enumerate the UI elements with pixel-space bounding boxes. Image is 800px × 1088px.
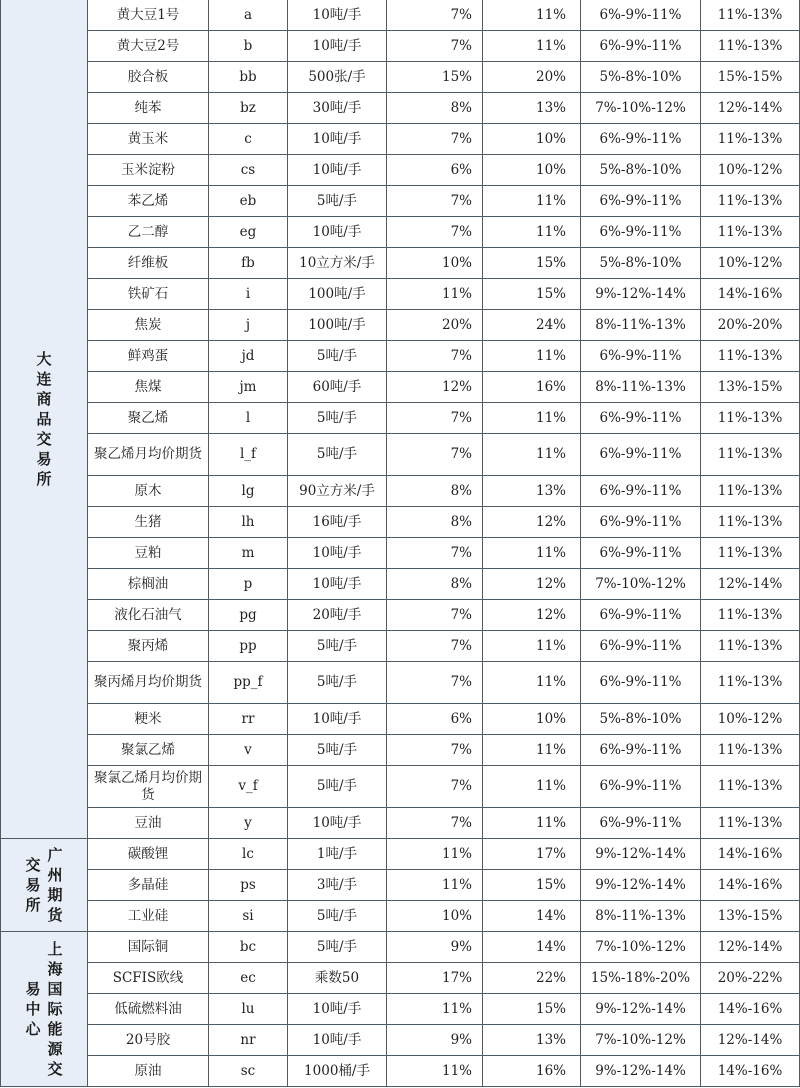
company-margin-cell: 22%: [483, 963, 581, 994]
margin-range-cell: 11%-13%: [701, 507, 800, 538]
product-name-cell: 聚丙烯月均价期货: [88, 662, 209, 704]
company-margin-cell: 11%: [483, 0, 581, 31]
price-limit-range-cell: 7%-10%-12%: [581, 932, 701, 963]
exchange-margin-cell: 6%: [387, 155, 483, 186]
exchange-name-text: 易中心: [25, 980, 41, 1038]
product-name-cell: 纤维板: [88, 248, 209, 279]
product-code-cell: cs: [209, 155, 288, 186]
price-limit-range-cell: 8%-11%-13%: [581, 310, 701, 341]
product-code-cell: nr: [209, 1025, 288, 1056]
company-margin-cell: 11%: [483, 186, 581, 217]
product-code-cell: p: [209, 569, 288, 600]
trading-unit-cell: 乘数50: [288, 963, 387, 994]
trading-unit-cell: 10吨/手: [288, 217, 387, 248]
company-margin-cell: 10%: [483, 155, 581, 186]
product-code-cell: l_f: [209, 434, 288, 476]
company-margin-cell: 13%: [483, 1025, 581, 1056]
trading-unit-cell: 3吨/手: [288, 870, 387, 901]
product-code-cell: bz: [209, 93, 288, 124]
table-row: [1, 507, 800, 538]
exchange-margin-cell: 12%: [387, 372, 483, 403]
product-name-cell: 原油: [88, 1056, 209, 1087]
exchange-margin-cell: 7%: [387, 662, 483, 704]
product-name-cell: 低硫燃料油: [88, 994, 209, 1025]
company-margin-cell: 13%: [483, 93, 581, 124]
product-name-cell: 胶合板: [88, 62, 209, 93]
product-code-cell: jd: [209, 341, 288, 372]
company-margin-cell: 10%: [483, 124, 581, 155]
company-margin-cell: 15%: [483, 279, 581, 310]
price-limit-range-cell: 6%-9%-11%: [581, 217, 701, 248]
company-margin-cell: 16%: [483, 372, 581, 403]
product-name-cell: 工业硅: [88, 901, 209, 932]
exchange-name-text: 广州期货: [47, 846, 63, 924]
table-row: [1, 372, 800, 403]
product-name-cell: 聚乙烯: [88, 403, 209, 434]
product-name-cell: 玉米淀粉: [88, 155, 209, 186]
exchange-margin-cell: 7%: [387, 0, 483, 31]
trading-unit-cell: 90立方米/手: [288, 476, 387, 507]
product-name-cell: 聚氯乙烯月均价期货: [88, 766, 209, 808]
company-margin-cell: 11%: [483, 808, 581, 839]
product-code-cell: lu: [209, 994, 288, 1025]
trading-unit-cell: 5吨/手: [288, 403, 387, 434]
product-code-cell: v_f: [209, 766, 288, 808]
product-code-cell: eg: [209, 217, 288, 248]
table-row: [1, 310, 800, 341]
trading-unit-cell: 10吨/手: [288, 31, 387, 62]
price-limit-range-cell: 6%-9%-11%: [581, 476, 701, 507]
product-name-cell: 聚乙烯月均价期货: [88, 434, 209, 476]
exchange-name-text: 大连商品交易所: [36, 350, 52, 488]
exchange-margin-cell: 7%: [387, 766, 483, 808]
margin-range-cell: 12%-14%: [701, 1025, 800, 1056]
margin-range-cell: 11%-13%: [701, 124, 800, 155]
product-code-cell: lc: [209, 839, 288, 870]
trading-unit-cell: 10吨/手: [288, 569, 387, 600]
table-row: [1, 403, 800, 434]
price-limit-range-cell: 6%-9%-11%: [581, 662, 701, 704]
company-margin-cell: 12%: [483, 507, 581, 538]
trading-unit-cell: 10吨/手: [288, 1025, 387, 1056]
product-name-cell: SCFIS欧线: [88, 963, 209, 994]
margin-range-cell: 14%-16%: [701, 279, 800, 310]
company-margin-cell: 11%: [483, 217, 581, 248]
table-row: [1, 186, 800, 217]
price-limit-range-cell: 5%-8%-10%: [581, 704, 701, 735]
exchange-margin-cell: 7%: [387, 735, 483, 766]
price-limit-range-cell: 6%-9%-11%: [581, 600, 701, 631]
product-name-cell: 多晶硅: [88, 870, 209, 901]
exchange-margin-cell: 8%: [387, 476, 483, 507]
product-code-cell: pg: [209, 600, 288, 631]
product-name-cell: 黄大豆1号: [88, 0, 209, 31]
price-limit-range-cell: 6%-9%-11%: [581, 31, 701, 62]
company-margin-cell: 11%: [483, 538, 581, 569]
company-margin-cell: 11%: [483, 403, 581, 434]
margin-range-cell: 11%-13%: [701, 31, 800, 62]
margin-range-cell: 14%-16%: [701, 1056, 800, 1087]
company-margin-cell: 17%: [483, 839, 581, 870]
margin-range-cell: 11%-13%: [701, 434, 800, 476]
margin-range-cell: 11%-13%: [701, 600, 800, 631]
company-margin-cell: 15%: [483, 994, 581, 1025]
trading-unit-cell: 5吨/手: [288, 735, 387, 766]
product-name-cell: 苯乙烯: [88, 186, 209, 217]
margin-range-cell: 12%-14%: [701, 569, 800, 600]
price-limit-range-cell: 6%-9%-11%: [581, 124, 701, 155]
table-row: [1, 31, 800, 62]
product-code-cell: j: [209, 310, 288, 341]
margin-range-cell: 11%-13%: [701, 341, 800, 372]
margin-range-cell: 13%-15%: [701, 372, 800, 403]
trading-unit-cell: 60吨/手: [288, 372, 387, 403]
exchange-margin-cell: 7%: [387, 31, 483, 62]
company-margin-cell: 16%: [483, 1056, 581, 1087]
exchange-margin-cell: 7%: [387, 538, 483, 569]
price-limit-range-cell: 6%-9%-11%: [581, 766, 701, 808]
company-margin-cell: 24%: [483, 310, 581, 341]
exchange-margin-cell: 7%: [387, 217, 483, 248]
trading-unit-cell: 5吨/手: [288, 186, 387, 217]
price-limit-range-cell: 8%-11%-13%: [581, 901, 701, 932]
table-row: [1, 766, 800, 808]
table-row: [1, 662, 800, 704]
table-row: [1, 93, 800, 124]
margin-range-cell: 11%-13%: [701, 0, 800, 31]
product-code-cell: lh: [209, 507, 288, 538]
company-margin-cell: 11%: [483, 341, 581, 372]
margin-range-cell: 11%-13%: [701, 662, 800, 704]
product-code-cell: fb: [209, 248, 288, 279]
exchange-margin-cell: 20%: [387, 310, 483, 341]
margin-range-cell: 13%-15%: [701, 901, 800, 932]
product-name-cell: 液化石油气: [88, 600, 209, 631]
price-limit-range-cell: 9%-12%-14%: [581, 870, 701, 901]
margin-range-cell: 14%-16%: [701, 870, 800, 901]
margin-range-cell: 11%-13%: [701, 186, 800, 217]
exchange-margin-cell: 8%: [387, 569, 483, 600]
product-code-cell: jm: [209, 372, 288, 403]
trading-unit-cell: 10吨/手: [288, 0, 387, 31]
margin-range-cell: 11%-13%: [701, 403, 800, 434]
company-margin-cell: 15%: [483, 870, 581, 901]
margin-range-cell: 15%-15%: [701, 62, 800, 93]
exchange-name-cell: [1, 839, 88, 932]
margin-range-cell: 11%-13%: [701, 538, 800, 569]
margin-range-cell: 20%-20%: [701, 310, 800, 341]
product-code-cell: si: [209, 901, 288, 932]
product-code-cell: l: [209, 403, 288, 434]
margin-range-cell: 12%-14%: [701, 93, 800, 124]
product-name-cell: 豆粕: [88, 538, 209, 569]
company-margin-cell: 11%: [483, 434, 581, 476]
exchange-margin-cell: 6%: [387, 704, 483, 735]
margin-range-cell: 12%-14%: [701, 932, 800, 963]
table-row: [1, 1056, 800, 1087]
product-name-cell: 国际铜: [88, 932, 209, 963]
table-row: [1, 994, 800, 1025]
product-name-cell: 聚丙烯: [88, 631, 209, 662]
exchange-margin-cell: 7%: [387, 434, 483, 476]
product-code-cell: bc: [209, 932, 288, 963]
product-name-cell: 纯苯: [88, 93, 209, 124]
price-limit-range-cell: 5%-8%-10%: [581, 248, 701, 279]
table-row: [1, 735, 800, 766]
price-limit-range-cell: 9%-12%-14%: [581, 1056, 701, 1087]
product-name-cell: 黄大豆2号: [88, 31, 209, 62]
margin-range-cell: 11%-13%: [701, 217, 800, 248]
product-code-cell: m: [209, 538, 288, 569]
price-limit-range-cell: 9%-12%-14%: [581, 279, 701, 310]
exchange-margin-cell: 8%: [387, 93, 483, 124]
product-name-cell: 碳酸锂: [88, 839, 209, 870]
product-name-cell: 焦煤: [88, 372, 209, 403]
trading-unit-cell: 16吨/手: [288, 507, 387, 538]
company-margin-cell: 11%: [483, 631, 581, 662]
margin-range-cell: 11%-13%: [701, 766, 800, 808]
product-code-cell: lg: [209, 476, 288, 507]
exchange-margin-cell: 7%: [387, 631, 483, 662]
product-name-cell: 棕榈油: [88, 569, 209, 600]
product-name-cell: 20号胶: [88, 1025, 209, 1056]
table-row: [1, 963, 800, 994]
price-limit-range-cell: 6%-9%-11%: [581, 341, 701, 372]
price-limit-range-cell: 6%-9%-11%: [581, 0, 701, 31]
product-code-cell: sc: [209, 1056, 288, 1087]
exchange-margin-cell: 7%: [387, 124, 483, 155]
product-code-cell: i: [209, 279, 288, 310]
exchange-margin-cell: 11%: [387, 994, 483, 1025]
price-limit-range-cell: 7%-10%-12%: [581, 1025, 701, 1056]
margin-range-cell: 20%-22%: [701, 963, 800, 994]
table-row: [1, 279, 800, 310]
table-body: [1, 0, 800, 1087]
price-limit-range-cell: 6%-9%-11%: [581, 808, 701, 839]
exchange-margin-cell: 7%: [387, 341, 483, 372]
product-code-cell: bb: [209, 62, 288, 93]
trading-unit-cell: 5吨/手: [288, 766, 387, 808]
price-limit-range-cell: 15%-18%-20%: [581, 963, 701, 994]
price-limit-range-cell: 8%-11%-13%: [581, 372, 701, 403]
product-name-cell: 铁矿石: [88, 279, 209, 310]
trading-unit-cell: 5吨/手: [288, 434, 387, 476]
exchange-margin-cell: 7%: [387, 600, 483, 631]
price-limit-range-cell: 6%-9%-11%: [581, 507, 701, 538]
trading-unit-cell: 10吨/手: [288, 704, 387, 735]
company-margin-cell: 20%: [483, 62, 581, 93]
product-name-cell: 聚氯乙烯: [88, 735, 209, 766]
exchange-margin-cell: 11%: [387, 870, 483, 901]
price-limit-range-cell: 6%-9%-11%: [581, 403, 701, 434]
exchange-margin-cell: 10%: [387, 901, 483, 932]
trading-unit-cell: 5吨/手: [288, 901, 387, 932]
product-name-cell: 焦炭: [88, 310, 209, 341]
product-code-cell: a: [209, 0, 288, 31]
margin-range-cell: 10%-12%: [701, 248, 800, 279]
company-margin-cell: 11%: [483, 735, 581, 766]
company-margin-cell: 14%: [483, 932, 581, 963]
table-row: [1, 839, 800, 870]
trading-unit-cell: 5吨/手: [288, 631, 387, 662]
exchange-margin-cell: 7%: [387, 808, 483, 839]
table-row: [1, 870, 800, 901]
margin-range-cell: 11%-13%: [701, 631, 800, 662]
price-limit-range-cell: 5%-8%-10%: [581, 62, 701, 93]
trading-unit-cell: 100吨/手: [288, 279, 387, 310]
product-code-cell: y: [209, 808, 288, 839]
product-name-cell: 黄玉米: [88, 124, 209, 155]
exchange-margin-cell: 8%: [387, 507, 483, 538]
margin-range-cell: 11%-13%: [701, 808, 800, 839]
company-margin-cell: 12%: [483, 569, 581, 600]
price-limit-range-cell: 7%-10%-12%: [581, 93, 701, 124]
trading-unit-cell: 1000桶/手: [288, 1056, 387, 1087]
trading-unit-cell: 10吨/手: [288, 124, 387, 155]
table-row: [1, 808, 800, 839]
product-code-cell: pp: [209, 631, 288, 662]
table-row: [1, 600, 800, 631]
price-limit-range-cell: 9%-12%-14%: [581, 839, 701, 870]
table-row: [1, 631, 800, 662]
price-limit-range-cell: 6%-9%-11%: [581, 735, 701, 766]
exchange-margin-cell: 9%: [387, 1025, 483, 1056]
company-margin-cell: 13%: [483, 476, 581, 507]
product-code-cell: eb: [209, 186, 288, 217]
trading-unit-cell: 10吨/手: [288, 808, 387, 839]
table-row: [1, 476, 800, 507]
company-margin-cell: 10%: [483, 704, 581, 735]
product-code-cell: rr: [209, 704, 288, 735]
table-row: [1, 155, 800, 186]
company-margin-cell: 15%: [483, 248, 581, 279]
table-row: [1, 1025, 800, 1056]
product-code-cell: b: [209, 31, 288, 62]
table-row: [1, 217, 800, 248]
exchange-margin-cell: 7%: [387, 403, 483, 434]
trading-unit-cell: 10立方米/手: [288, 248, 387, 279]
company-margin-cell: 11%: [483, 31, 581, 62]
trading-unit-cell: 10吨/手: [288, 155, 387, 186]
table-row: [1, 434, 800, 476]
price-limit-range-cell: 6%-9%-11%: [581, 631, 701, 662]
margin-range-cell: 10%-12%: [701, 155, 800, 186]
exchange-margin-cell: 11%: [387, 839, 483, 870]
product-code-cell: ps: [209, 870, 288, 901]
margin-range-cell: 10%-12%: [701, 704, 800, 735]
table-row: [1, 341, 800, 372]
margin-range-cell: 11%-13%: [701, 735, 800, 766]
product-code-cell: c: [209, 124, 288, 155]
company-margin-cell: 12%: [483, 600, 581, 631]
company-margin-cell: 11%: [483, 662, 581, 704]
trading-unit-cell: 20吨/手: [288, 600, 387, 631]
trading-unit-cell: 5吨/手: [288, 932, 387, 963]
table-row: [1, 704, 800, 735]
table-row: [1, 124, 800, 155]
exchange-margin-cell: 7%: [387, 186, 483, 217]
exchange-margin-cell: 11%: [387, 279, 483, 310]
product-name-cell: 粳米: [88, 704, 209, 735]
trading-unit-cell: 10吨/手: [288, 538, 387, 569]
trading-unit-cell: 100吨/手: [288, 310, 387, 341]
price-limit-range-cell: 6%-9%-11%: [581, 434, 701, 476]
exchange-name-cell: [1, 932, 88, 1087]
exchange-margin-cell: 9%: [387, 932, 483, 963]
trading-unit-cell: 5吨/手: [288, 662, 387, 704]
price-limit-range-cell: 6%-9%-11%: [581, 538, 701, 569]
table-row: [1, 248, 800, 279]
exchange-margin-cell: 11%: [387, 1056, 483, 1087]
product-code-cell: ec: [209, 963, 288, 994]
table-row: [1, 538, 800, 569]
margin-range-cell: 14%-16%: [701, 994, 800, 1025]
trading-unit-cell: 500张/手: [288, 62, 387, 93]
product-name-cell: 鲜鸡蛋: [88, 341, 209, 372]
product-name-cell: 豆油: [88, 808, 209, 839]
table-row: [1, 932, 800, 963]
price-limit-range-cell: 9%-12%-14%: [581, 994, 701, 1025]
trading-unit-cell: 1吨/手: [288, 839, 387, 870]
margin-range-cell: 11%-13%: [701, 476, 800, 507]
product-name-cell: 原木: [88, 476, 209, 507]
company-margin-cell: 11%: [483, 766, 581, 808]
exchange-name-cell: [1, 0, 88, 839]
exchange-name-text: 交易所: [25, 856, 41, 914]
table-row: [1, 569, 800, 600]
trading-unit-cell: 5吨/手: [288, 341, 387, 372]
company-margin-cell: 14%: [483, 901, 581, 932]
exchange-margin-cell: 10%: [387, 248, 483, 279]
price-limit-range-cell: 7%-10%-12%: [581, 569, 701, 600]
trading-unit-cell: 30吨/手: [288, 93, 387, 124]
price-limit-range-cell: 5%-8%-10%: [581, 155, 701, 186]
product-name-cell: 生猪: [88, 507, 209, 538]
table-row: [1, 901, 800, 932]
table-row: [1, 62, 800, 93]
trading-unit-cell: 10吨/手: [288, 994, 387, 1025]
product-name-cell: 乙二醇: [88, 217, 209, 248]
exchange-margin-cell: 15%: [387, 62, 483, 93]
table-row: [1, 0, 800, 31]
price-limit-range-cell: 6%-9%-11%: [581, 186, 701, 217]
product-code-cell: v: [209, 735, 288, 766]
exchange-margin-cell: 17%: [387, 963, 483, 994]
margin-range-cell: 14%-16%: [701, 839, 800, 870]
exchange-name-text: 上海国际能源交: [47, 940, 63, 1078]
product-code-cell: pp_f: [209, 662, 288, 704]
